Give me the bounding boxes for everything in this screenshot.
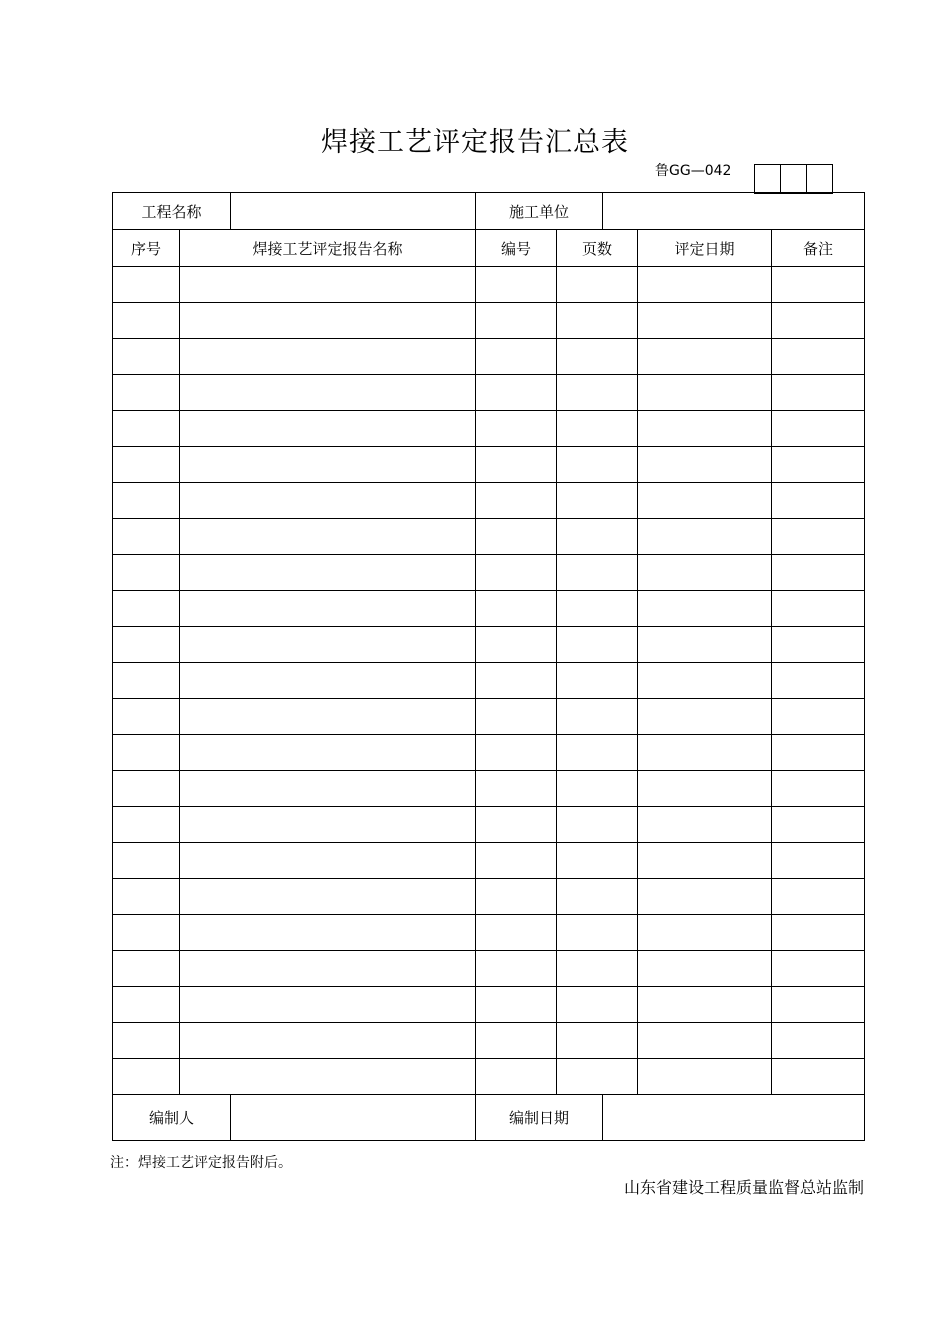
remarks-cell[interactable]	[772, 267, 865, 303]
column-header-pages: 页数	[557, 230, 638, 267]
eval-date-cell[interactable]	[638, 807, 772, 843]
pages-cell[interactable]	[557, 663, 638, 699]
column-header-remarks: 备注	[772, 230, 865, 267]
number-cell[interactable]	[476, 1059, 557, 1095]
number-cell[interactable]	[476, 339, 557, 375]
pages-cell[interactable]	[557, 483, 638, 519]
seq-cell[interactable]	[113, 951, 180, 987]
remarks-cell[interactable]	[772, 519, 865, 555]
seq-cell[interactable]	[113, 699, 180, 735]
pages-cell[interactable]	[557, 591, 638, 627]
eval-date-cell[interactable]	[638, 303, 772, 339]
number-cell[interactable]	[476, 807, 557, 843]
number-cell[interactable]	[476, 483, 557, 519]
pages-cell[interactable]	[557, 699, 638, 735]
report-name-cell[interactable]	[180, 663, 476, 699]
column-header-row	[113, 230, 865, 267]
report-name-cell[interactable]	[180, 303, 476, 339]
table-row	[113, 375, 865, 411]
remarks-cell[interactable]	[772, 735, 865, 771]
remarks-cell[interactable]	[772, 663, 865, 699]
number-cell[interactable]	[476, 699, 557, 735]
column-header-seq: 序号	[113, 230, 180, 267]
pages-cell[interactable]	[557, 879, 638, 915]
seq-cell[interactable]	[113, 303, 180, 339]
seq-cell[interactable]	[113, 735, 180, 771]
project-name-label: 工程名称	[113, 193, 231, 230]
column-header-report-name: 焊接工艺评定报告名称	[180, 230, 476, 267]
number-cell[interactable]	[476, 627, 557, 663]
project-info-row	[113, 193, 865, 230]
eval-date-cell[interactable]	[638, 879, 772, 915]
code-box[interactable]	[780, 164, 807, 194]
remarks-cell[interactable]	[772, 483, 865, 519]
eval-date-cell[interactable]	[638, 375, 772, 411]
summary-table	[112, 192, 865, 1141]
construction-unit-field[interactable]	[603, 193, 865, 230]
seq-cell[interactable]	[113, 807, 180, 843]
pages-cell[interactable]	[557, 987, 638, 1023]
report-name-cell[interactable]	[180, 339, 476, 375]
table-row	[113, 267, 865, 303]
number-cell[interactable]	[476, 987, 557, 1023]
number-cell[interactable]	[476, 411, 557, 447]
seq-cell[interactable]	[113, 663, 180, 699]
remarks-cell[interactable]	[772, 1023, 865, 1059]
seq-cell[interactable]	[113, 519, 180, 555]
pages-cell[interactable]	[557, 771, 638, 807]
report-name-cell[interactable]	[180, 483, 476, 519]
remarks-cell[interactable]	[772, 1059, 865, 1095]
remarks-cell[interactable]	[772, 915, 865, 951]
code-box[interactable]	[806, 164, 833, 194]
eval-date-cell[interactable]	[638, 483, 772, 519]
seq-cell[interactable]	[113, 339, 180, 375]
eval-date-cell[interactable]	[638, 951, 772, 987]
report-name-cell[interactable]	[180, 951, 476, 987]
eval-date-cell[interactable]	[638, 555, 772, 591]
pages-cell[interactable]	[557, 339, 638, 375]
eval-date-cell[interactable]	[638, 843, 772, 879]
eval-date-cell[interactable]	[638, 627, 772, 663]
table-row	[113, 627, 865, 663]
table-row	[113, 735, 865, 771]
pages-cell[interactable]	[557, 915, 638, 951]
table-row	[113, 951, 865, 987]
remarks-cell[interactable]	[772, 699, 865, 735]
report-name-cell[interactable]	[180, 411, 476, 447]
seq-cell[interactable]	[113, 627, 180, 663]
remarks-cell[interactable]	[772, 303, 865, 339]
table-row	[113, 555, 865, 591]
form-code: 鲁GG—042	[655, 163, 732, 179]
pages-cell[interactable]	[557, 267, 638, 303]
eval-date-cell[interactable]	[638, 591, 772, 627]
table-row	[113, 915, 865, 951]
remarks-cell[interactable]	[772, 339, 865, 375]
report-name-cell[interactable]	[180, 843, 476, 879]
remarks-cell[interactable]	[772, 879, 865, 915]
table-row	[113, 447, 865, 483]
table-row	[113, 591, 865, 627]
number-cell[interactable]	[476, 303, 557, 339]
eval-date-cell[interactable]	[638, 411, 772, 447]
eval-date-cell[interactable]	[638, 1023, 772, 1059]
table-row	[113, 987, 865, 1023]
remarks-cell[interactable]	[772, 951, 865, 987]
remarks-cell[interactable]	[772, 771, 865, 807]
report-name-cell[interactable]	[180, 519, 476, 555]
pages-cell[interactable]	[557, 627, 638, 663]
code-boxes	[754, 164, 833, 194]
seq-cell[interactable]	[113, 267, 180, 303]
report-name-cell[interactable]	[180, 555, 476, 591]
number-cell[interactable]	[476, 915, 557, 951]
remarks-cell[interactable]	[772, 411, 865, 447]
project-name-field[interactable]	[231, 193, 476, 230]
report-name-cell[interactable]	[180, 627, 476, 663]
seq-cell[interactable]	[113, 591, 180, 627]
pages-cell[interactable]	[557, 951, 638, 987]
table-row	[113, 699, 865, 735]
seq-cell[interactable]	[113, 915, 180, 951]
table-row	[113, 339, 865, 375]
footer-row	[113, 1095, 865, 1141]
eval-date-cell[interactable]	[638, 915, 772, 951]
table-row	[113, 879, 865, 915]
table-row	[113, 1023, 865, 1059]
number-cell[interactable]	[476, 591, 557, 627]
number-cell[interactable]	[476, 555, 557, 591]
number-cell[interactable]	[476, 519, 557, 555]
number-cell[interactable]	[476, 267, 557, 303]
seq-cell[interactable]	[113, 1059, 180, 1095]
number-cell[interactable]	[476, 663, 557, 699]
report-name-cell[interactable]	[180, 987, 476, 1023]
seq-cell[interactable]	[113, 447, 180, 483]
report-name-cell[interactable]	[180, 1059, 476, 1095]
seq-cell[interactable]	[113, 411, 180, 447]
table-row	[113, 411, 865, 447]
eval-date-cell[interactable]	[638, 1059, 772, 1095]
seq-cell[interactable]	[113, 555, 180, 591]
report-name-cell[interactable]	[180, 699, 476, 735]
pages-cell[interactable]	[557, 519, 638, 555]
seq-cell[interactable]	[113, 987, 180, 1023]
report-name-cell[interactable]	[180, 1023, 476, 1059]
column-header-number: 编号	[476, 230, 557, 267]
eval-date-cell[interactable]	[638, 339, 772, 375]
table-row	[113, 483, 865, 519]
construction-unit-label: 施工单位	[476, 193, 603, 230]
table-row	[113, 303, 865, 339]
remarks-cell[interactable]	[772, 591, 865, 627]
seq-cell[interactable]	[113, 483, 180, 519]
table-row	[113, 1059, 865, 1095]
eval-date-cell[interactable]	[638, 663, 772, 699]
table-row	[113, 807, 865, 843]
pages-cell[interactable]	[557, 843, 638, 879]
report-name-cell[interactable]	[180, 807, 476, 843]
report-name-cell[interactable]	[180, 267, 476, 303]
pages-cell[interactable]	[557, 375, 638, 411]
pages-cell[interactable]	[557, 411, 638, 447]
eval-date-cell[interactable]	[638, 987, 772, 1023]
eval-date-cell[interactable]	[638, 771, 772, 807]
number-cell[interactable]	[476, 843, 557, 879]
seq-cell[interactable]	[113, 843, 180, 879]
pages-cell[interactable]	[557, 555, 638, 591]
eval-date-cell[interactable]	[638, 447, 772, 483]
compiler-label: 编制人	[113, 1095, 231, 1141]
number-cell[interactable]	[476, 447, 557, 483]
number-cell[interactable]	[476, 879, 557, 915]
report-name-cell[interactable]	[180, 447, 476, 483]
remarks-cell[interactable]	[772, 447, 865, 483]
column-header-eval-date: 评定日期	[638, 230, 772, 267]
remarks-cell[interactable]	[772, 555, 865, 591]
footnote: 注：焊接工艺评定报告附后。	[110, 1155, 292, 1171]
pages-cell[interactable]	[557, 303, 638, 339]
number-cell[interactable]	[476, 771, 557, 807]
table-row	[113, 771, 865, 807]
number-cell[interactable]	[476, 735, 557, 771]
pages-cell[interactable]	[557, 1059, 638, 1095]
compile-date-label: 编制日期	[476, 1095, 603, 1141]
document-title: 焊接工艺评定报告汇总表	[321, 127, 629, 158]
table-row	[113, 519, 865, 555]
table-row	[113, 663, 865, 699]
report-name-cell[interactable]	[180, 879, 476, 915]
seq-cell[interactable]	[113, 375, 180, 411]
pages-cell[interactable]	[557, 1023, 638, 1059]
remarks-cell[interactable]	[772, 987, 865, 1023]
report-name-cell[interactable]	[180, 735, 476, 771]
seq-cell[interactable]	[113, 1023, 180, 1059]
number-cell[interactable]	[476, 1023, 557, 1059]
report-name-cell[interactable]	[180, 771, 476, 807]
compile-date-field[interactable]	[603, 1095, 865, 1141]
eval-date-cell[interactable]	[638, 699, 772, 735]
report-name-cell[interactable]	[180, 591, 476, 627]
remarks-cell[interactable]	[772, 807, 865, 843]
seq-cell[interactable]	[113, 879, 180, 915]
pages-cell[interactable]	[557, 807, 638, 843]
report-name-cell[interactable]	[180, 915, 476, 951]
compiler-field[interactable]	[231, 1095, 476, 1141]
issuer-text: 山东省建设工程质量监督总站监制	[623, 1178, 864, 1197]
number-cell[interactable]	[476, 375, 557, 411]
eval-date-cell[interactable]	[638, 735, 772, 771]
remarks-cell[interactable]	[772, 627, 865, 663]
report-name-cell[interactable]	[180, 375, 476, 411]
code-box[interactable]	[754, 164, 781, 194]
eval-date-cell[interactable]	[638, 267, 772, 303]
remarks-cell[interactable]	[772, 843, 865, 879]
pages-cell[interactable]	[557, 447, 638, 483]
number-cell[interactable]	[476, 951, 557, 987]
remarks-cell[interactable]	[772, 375, 865, 411]
eval-date-cell[interactable]	[638, 519, 772, 555]
table-row	[113, 843, 865, 879]
pages-cell[interactable]	[557, 735, 638, 771]
seq-cell[interactable]	[113, 771, 180, 807]
